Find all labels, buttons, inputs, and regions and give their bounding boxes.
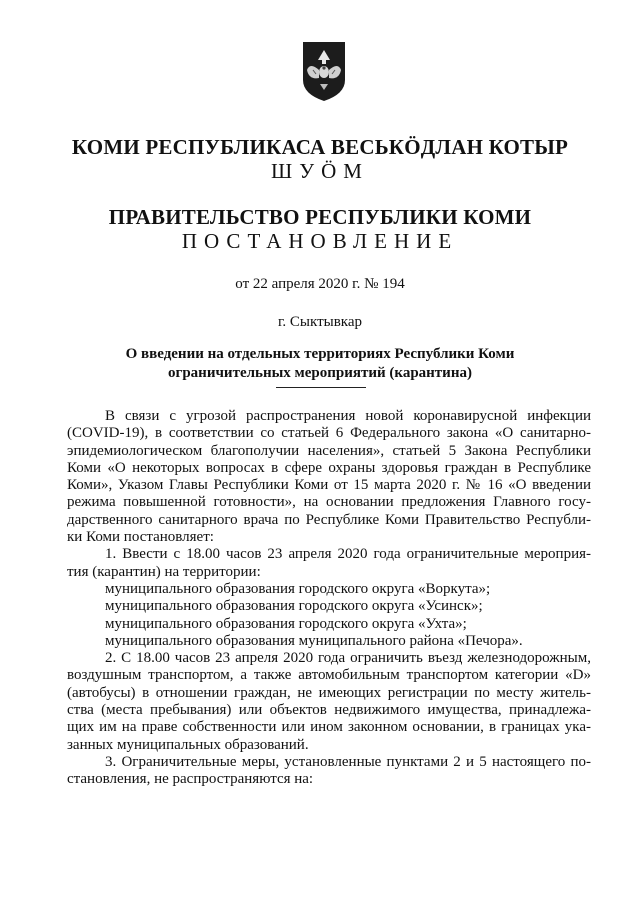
body-line: Коми», Указом Главы Республики Коми от 15 марта 2020 г. № 16 «О введении <box>67 477 591 494</box>
body-line: муниципального образования муниципального района «Печора». <box>105 632 523 649</box>
subject-line: О введении на отдельных территориях Республики Коми <box>125 346 515 362</box>
body-line: (автобусы) в отношении граждан, не имеющих регистрации по месту житель- <box>67 684 591 701</box>
subject-heading <box>0 345 640 383</box>
divider <box>276 387 366 388</box>
body-line: В связи с угрозой распространения новой коронавирусной инфекции <box>105 408 591 424</box>
komi-subtitle: ШУӦМ <box>271 159 369 183</box>
komi-coat-of-arms-icon <box>300 40 348 102</box>
body-line: ки Коми постановляет: <box>67 529 214 546</box>
body-line: щих им на праве собственности или ином законном основании, в границах ука- <box>67 719 591 736</box>
body-line: дарственного санитарного врача по Республике Коми Правительство Республи- <box>67 511 591 528</box>
body-line: эпидемиологическом благополучии населения», статьей 5 Закона Республики <box>67 442 591 459</box>
body-line: режима повышенной готовности», на основании предложения Главного госу- <box>67 494 591 511</box>
body-line: ства (места пребывания) или объектов недвижимого имущества, принадлежа- <box>67 702 591 719</box>
city: г. Сыктывкар <box>277 314 363 330</box>
body-line: Коми «О некоторых вопросах в сфере охраны здоровья граждан в Республике <box>67 459 591 476</box>
document-type-title: ПОСТАНОВЛЕНИЕ <box>181 229 459 253</box>
body-line: муниципального образования городского округа «Воркута»; <box>105 580 491 597</box>
body-line: становления, не распространяются на: <box>67 771 314 788</box>
body-line: занных муниципальных образований. <box>67 736 309 753</box>
body-line: 2. С 18.00 часов 23 апреля 2020 года ограничить въезд железнодорожным, <box>105 650 591 667</box>
body-line: муниципального образования городского округа «Ухта»; <box>105 615 467 632</box>
government-title: ПРАВИТЕЛЬСТВО РЕСПУБЛИКИ КОМИ <box>108 205 532 229</box>
body-line: воздушным транспортом, а также автомобильным транспортом категории «D» <box>67 667 591 684</box>
date-and-number: от 22 апреля 2020 г. № 194 <box>235 276 405 292</box>
body-line: муниципального образования городского округа «Усинск»; <box>105 598 483 615</box>
komi-title: КОМИ РЕСПУБЛИКАСА ВЕСЬКӦДЛАН КОТЫР <box>71 135 569 159</box>
body-line: (COVID-19), в соответствии со статьей 6 Федерального закона «О санитарно- <box>67 425 591 442</box>
body-line: тия (карантин) на территории: <box>67 563 261 580</box>
body-line: 3. Ограничительные меры, установленные пунктами 2 и 5 настоящего по- <box>105 753 591 770</box>
body-line: 1. Ввести с 18.00 часов 23 апреля 2020 года ограничительные мероприя- <box>105 546 591 563</box>
subject-line: ограничительных мероприятий (карантина) <box>168 365 472 381</box>
body-text <box>67 408 591 789</box>
